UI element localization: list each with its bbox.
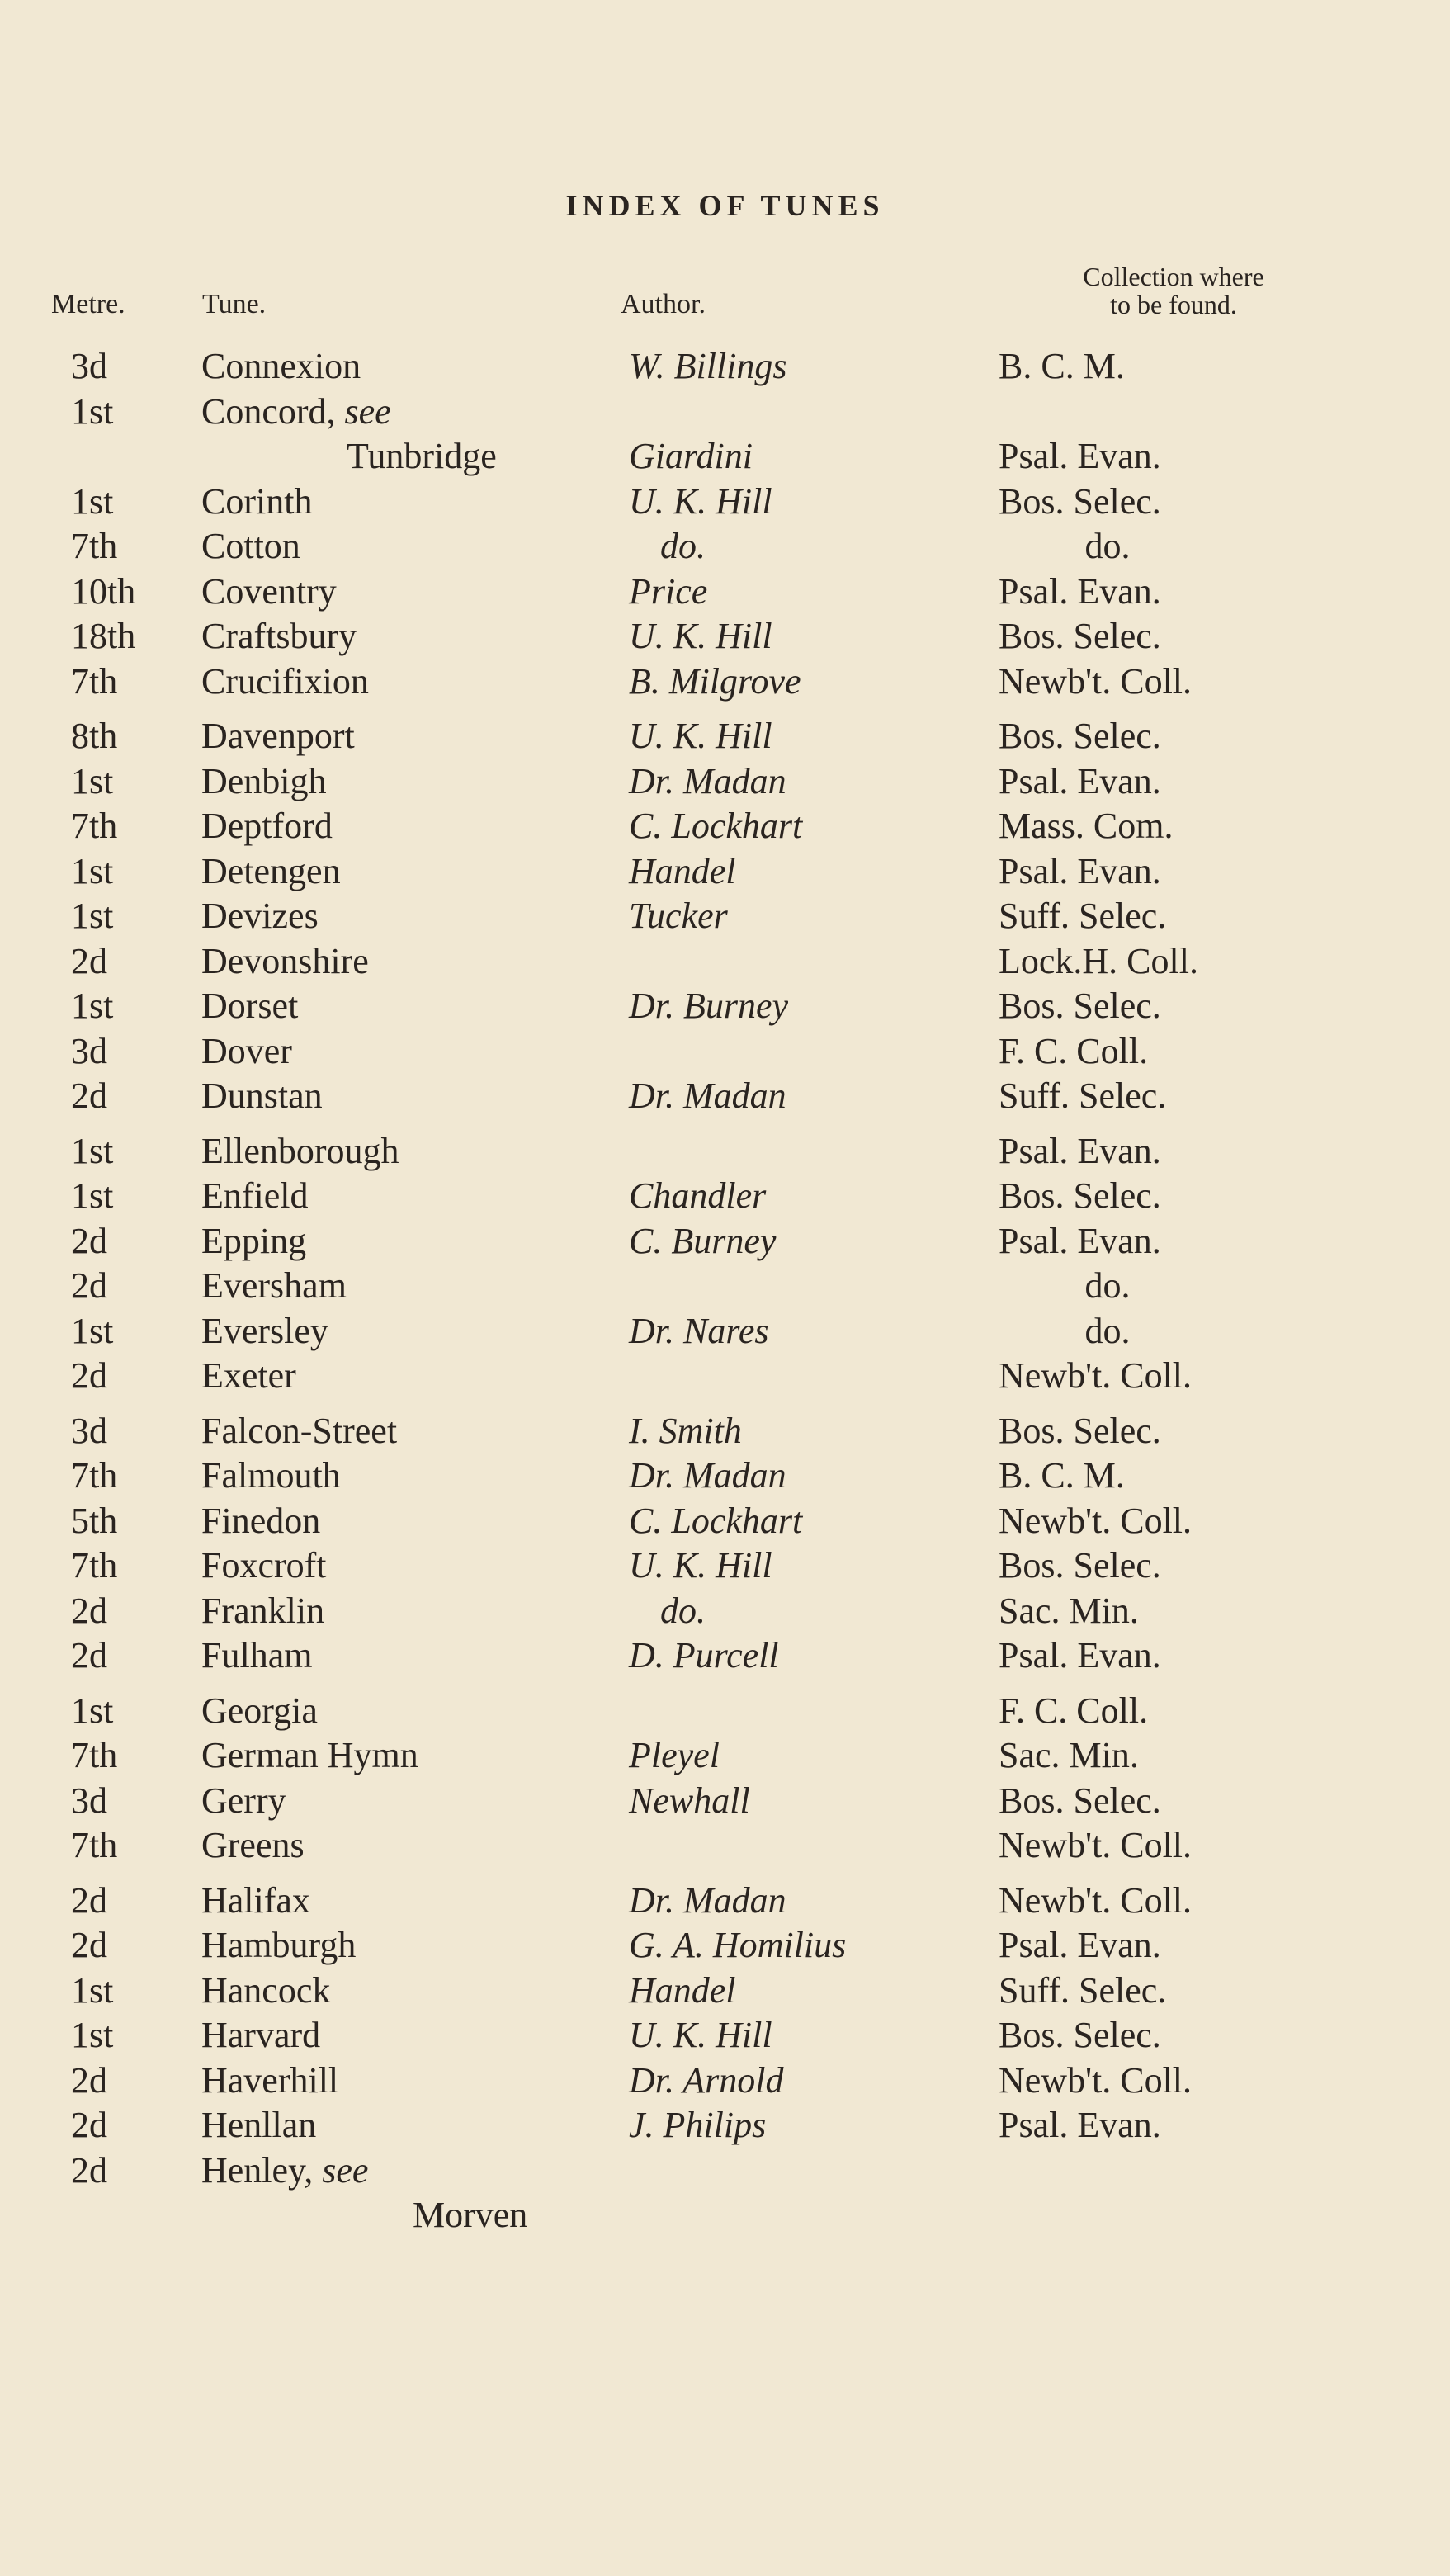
table-row <box>0 1264 1450 1310</box>
collection-cell: Lock.H. Coll. <box>999 940 1198 981</box>
tune-name: Morven <box>413 2195 528 2235</box>
metre-cell: 7th <box>71 526 118 566</box>
table-row <box>0 805 1450 850</box>
metre-cell: 2d <box>71 1635 107 1676</box>
table-row <box>0 760 1450 806</box>
author-cell: Pleyel <box>629 1735 720 1775</box>
collection-cell: Newb't. Coll. <box>999 1500 1193 1541</box>
tune-name: Devonshire <box>201 940 369 981</box>
collection-cell: B. C. M. <box>999 346 1125 386</box>
header-collection-line2: to be found. <box>1110 290 1237 319</box>
tune-name: Davenport <box>201 716 355 756</box>
tune-name: Epping <box>201 1220 307 1261</box>
tune-cell <box>201 2104 316 2146</box>
tune-name: Henllan <box>201 2105 317 2145</box>
metre-cell: 2d <box>71 1590 107 1631</box>
author-cell: C. Lockhart <box>629 806 803 846</box>
table-row <box>0 1130 1450 1175</box>
collection-cell: F. C. Coll. <box>999 1030 1149 1071</box>
tune-name: Denbigh <box>201 760 327 801</box>
collection-cell: Bos. Selec. <box>999 480 1161 522</box>
author-cell: U. K. Hill <box>629 616 772 656</box>
tune-name: Hancock <box>201 1969 331 2011</box>
table-row <box>0 345 1450 390</box>
table-row <box>0 1454 1450 1500</box>
header-metre: Metre. <box>51 289 125 319</box>
tune-cell <box>201 1879 310 1921</box>
author-cell: Giardini <box>629 436 753 476</box>
section-gap <box>0 1120 1450 1130</box>
header-collection-line1: Collection where <box>1083 262 1264 291</box>
table-row <box>0 1590 1450 1635</box>
tune-cell <box>201 570 337 612</box>
author-cell: U. K. Hill <box>629 716 772 756</box>
table-row <box>0 2014 1450 2059</box>
tune-name: Georgia <box>201 1690 318 1731</box>
collection-cell: Psal. Evan. <box>999 1635 1161 1676</box>
tune-name: Haverhill <box>201 2059 339 2101</box>
tune-cell <box>201 760 327 802</box>
collection-cell: Bos. Selec. <box>999 1780 1161 1821</box>
tune-cell <box>347 435 497 477</box>
table-row <box>0 1410 1450 1455</box>
tune-name: German Hymn <box>201 1735 418 1775</box>
table-row <box>0 895 1450 940</box>
metre-cell: 1st <box>71 760 114 801</box>
tune-name: Eversley <box>201 1310 328 1351</box>
tune-cell <box>413 2194 527 2236</box>
tune-name: Connexion <box>201 346 361 386</box>
tune-name: Falcon-Street <box>201 1410 398 1451</box>
tune-name: Coventry <box>201 570 337 612</box>
table-row <box>0 715 1450 760</box>
tune-cell <box>201 390 391 432</box>
metre-cell: 10th <box>71 570 136 612</box>
page-title: INDEX OF TUNES <box>565 189 885 222</box>
tune-name: Foxcroft <box>201 1545 327 1586</box>
author-cell: C. Lockhart <box>629 1500 803 1541</box>
tune-cell <box>201 1454 341 1496</box>
collection-cell: Newb't. Coll. <box>999 1879 1193 1921</box>
header-author: Author. <box>621 289 706 319</box>
collection-cell: Suff. Selec. <box>999 1969 1167 2011</box>
tune-name: Tunbridge <box>347 436 497 476</box>
author-cell: U. K. Hill <box>629 1545 772 1586</box>
metre-cell: 2d <box>71 2149 107 2191</box>
section-gap <box>0 1680 1450 1690</box>
tune-name: Finedon <box>201 1500 321 1541</box>
tune-name: Dunstan <box>201 1075 323 1116</box>
metre-cell: 1st <box>71 896 114 936</box>
author-cell: Dr. Burney <box>629 985 789 1026</box>
tune-cell <box>201 1500 320 1542</box>
author-cell: Dr. Madan <box>629 1879 786 1921</box>
author-cell: Chandler <box>629 1175 767 1216</box>
collection-cell: Psal. Evan. <box>999 850 1161 891</box>
tune-name: Crucifixion <box>201 660 369 702</box>
table-row <box>0 1075 1450 1120</box>
tune-name: Fulham <box>201 1635 313 1676</box>
metre-cell: 2d <box>71 1925 107 1965</box>
table-row <box>0 1780 1450 1825</box>
metre-cell: 2d <box>71 1355 107 1396</box>
author-cell: U. K. Hill <box>629 2015 772 2055</box>
tune-cell <box>201 985 298 1027</box>
author-cell: B. Milgrove <box>629 660 801 702</box>
metre-cell: 7th <box>71 1735 118 1775</box>
table-row <box>0 1354 1450 1400</box>
metre-cell: 1st <box>71 390 114 432</box>
tune-cell <box>201 1264 347 1307</box>
table-row <box>0 850 1450 896</box>
metre-cell: 2d <box>71 1265 107 1306</box>
table-row <box>0 985 1450 1030</box>
collection-cell: Newb't. Coll. <box>999 660 1193 702</box>
author-cell: C. Burney <box>629 1220 777 1261</box>
tune-name: Dorset <box>201 985 299 1026</box>
header-tune: Tune. <box>202 289 267 319</box>
metre-cell: 1st <box>71 850 114 891</box>
tune-cell <box>201 1410 397 1452</box>
tune-index-table <box>0 345 1450 2239</box>
tune-name: Greens <box>201 1825 305 1865</box>
tune-name: Deptford <box>201 806 333 846</box>
tune-cell <box>201 850 341 892</box>
tune-name: Halifax <box>201 1879 310 1921</box>
tune-cell <box>201 940 369 982</box>
table-row <box>0 390 1450 436</box>
collection-cell: Bos. Selec. <box>999 1545 1161 1586</box>
collection-cell: Psal. Evan. <box>999 1925 1161 1965</box>
table-row <box>0 1310 1450 1355</box>
collection-cell: Bos. Selec. <box>999 1410 1161 1451</box>
author-cell: J. Philips <box>629 2105 767 2145</box>
collection-cell: Sac. Min. <box>999 1590 1139 1631</box>
tune-cell <box>201 1175 309 1217</box>
metre-cell: 7th <box>71 660 118 702</box>
tune-name: Falmouth <box>201 1455 341 1496</box>
collection-cell: Psal. Evan. <box>999 1130 1161 1171</box>
table-row <box>0 1690 1450 1735</box>
metre-cell: 5th <box>71 1500 118 1541</box>
author-cell: Dr. Arnold <box>629 2059 784 2101</box>
metre-cell: 1st <box>71 1690 114 1731</box>
metre-cell: 2d <box>71 1220 107 1261</box>
collection-cell: Newb't. Coll. <box>999 2059 1193 2101</box>
tune-cell <box>201 660 369 702</box>
author-cell: Tucker <box>629 896 728 936</box>
author-cell: do. <box>660 526 706 566</box>
tune-cell <box>201 1924 356 1966</box>
table-row <box>0 2059 1450 2105</box>
tune-name: Eversham <box>201 1265 347 1306</box>
table-row <box>0 1634 1450 1680</box>
table-row <box>0 480 1450 526</box>
collection-cell: do. <box>1084 1310 1131 1351</box>
author-cell: G. A. Homilius <box>629 1925 847 1965</box>
collection-cell: Newb't. Coll. <box>999 1355 1193 1396</box>
tune-name: Gerry <box>201 1780 286 1821</box>
tune-cell <box>201 2149 368 2191</box>
section-gap <box>0 705 1450 715</box>
metre-cell: 7th <box>71 806 118 846</box>
table-row <box>0 660 1450 706</box>
tune-cell <box>201 805 333 847</box>
metre-cell: 1st <box>71 1310 114 1351</box>
tune-cell <box>201 1354 296 1397</box>
tune-cell <box>201 1544 327 1586</box>
collection-cell: Suff. Selec. <box>999 1075 1167 1116</box>
tune-cell <box>201 715 355 757</box>
author-cell: W. Billings <box>629 346 787 386</box>
table-row <box>0 2149 1450 2195</box>
metre-cell: 2d <box>71 940 107 981</box>
tune-cell <box>201 895 319 937</box>
tune-name: Detengen <box>201 850 341 891</box>
table-row <box>0 525 1450 570</box>
metre-cell: 3d <box>71 1780 107 1821</box>
collection-cell: Bos. Selec. <box>999 2015 1161 2055</box>
metre-cell: 1st <box>71 1969 114 2011</box>
metre-cell: 7th <box>71 1455 118 1496</box>
metre-cell: 3d <box>71 1410 107 1451</box>
author-cell: Dr. Madan <box>629 1455 786 1496</box>
metre-cell: 2d <box>71 2105 107 2145</box>
collection-cell: Bos. Selec. <box>999 985 1161 1026</box>
collection-cell: Psal. Evan. <box>999 570 1161 612</box>
author-cell: Dr. Madan <box>629 760 786 801</box>
collection-cell: Bos. Selec. <box>999 1175 1161 1216</box>
metre-cell: 2d <box>71 2059 107 2101</box>
tune-cell <box>201 615 357 657</box>
metre-cell: 2d <box>71 1879 107 1921</box>
tune-name: Craftsbury <box>201 616 357 656</box>
table-row <box>0 1924 1450 1969</box>
metre-cell: 7th <box>71 1825 118 1865</box>
tune-name: Dover <box>201 1030 292 1071</box>
tune-name: Devizes <box>201 896 319 936</box>
tune-cell <box>201 480 312 522</box>
tune-cell <box>201 1030 292 1072</box>
tune-cell <box>201 2014 320 2056</box>
table-row <box>0 1030 1450 1075</box>
collection-cell: F. C. Coll. <box>999 1690 1149 1731</box>
author-cell: Handel <box>629 1969 736 2011</box>
author-cell: Dr. Madan <box>629 1075 786 1116</box>
header-collection <box>1000 262 1347 319</box>
author-cell: U. K. Hill <box>629 480 772 522</box>
table-row <box>0 2104 1450 2149</box>
collection-cell: do. <box>1084 526 1131 566</box>
tune-name: Harvard <box>201 2015 321 2055</box>
metre-cell: 1st <box>71 1130 114 1171</box>
collection-cell: do. <box>1084 1265 1131 1306</box>
table-row <box>0 570 1450 616</box>
table-row <box>0 1175 1450 1220</box>
table-row <box>0 615 1450 660</box>
collection-cell: Psal. Evan. <box>999 760 1161 801</box>
tune-cell <box>201 1969 330 2011</box>
tune-name: Henley, <box>201 2149 314 2191</box>
metre-cell: 1st <box>71 2015 114 2055</box>
tune-name: Concord, <box>201 390 336 432</box>
tune-cell <box>201 1734 418 1776</box>
collection-cell: Psal. Evan. <box>999 1220 1161 1261</box>
tune-cell <box>201 1824 305 1866</box>
table-row <box>0 940 1450 985</box>
metre-cell: 3d <box>71 346 107 386</box>
collection-cell: Sac. Min. <box>999 1735 1139 1775</box>
table-row <box>0 1879 1450 1925</box>
author-cell: D. Purcell <box>629 1635 779 1676</box>
author-cell: Newhall <box>629 1780 750 1821</box>
tune-cell <box>201 1690 318 1732</box>
collection-cell: Mass. Com. <box>999 806 1174 846</box>
author-cell: Dr. Nares <box>629 1310 769 1351</box>
collection-cell: Suff. Selec. <box>999 896 1167 936</box>
collection-cell: Bos. Selec. <box>999 716 1161 756</box>
table-row <box>0 1500 1450 1545</box>
tune-name: Corinth <box>201 480 313 522</box>
table-row <box>0 1544 1450 1590</box>
tune-name: Ellenborough <box>201 1130 399 1171</box>
tune-cell <box>201 1634 312 1676</box>
collection-cell: B. C. M. <box>999 1455 1125 1496</box>
tune-name: Enfield <box>201 1175 309 1216</box>
metre-cell: 7th <box>71 1545 118 1586</box>
table-row <box>0 1969 1450 2015</box>
author-cell: Handel <box>629 850 736 891</box>
author-cell: I. Smith <box>629 1410 742 1451</box>
table-row <box>0 1220 1450 1265</box>
metre-cell: 1st <box>71 480 114 522</box>
table-row <box>0 1824 1450 1869</box>
metre-cell: 1st <box>71 1175 114 1216</box>
table-row <box>0 2194 1450 2239</box>
tune-cell <box>201 1590 324 1632</box>
tune-name: Hamburgh <box>201 1925 357 1965</box>
collection-cell: Psal. Evan. <box>999 436 1161 476</box>
metre-cell: 1st <box>71 985 114 1026</box>
metre-cell: 3d <box>71 1030 107 1071</box>
tune-cell <box>201 1075 323 1117</box>
tune-name: Exeter <box>201 1355 296 1396</box>
see-reference: see <box>344 390 391 432</box>
section-gap <box>0 1400 1450 1410</box>
section-gap <box>0 1869 1450 1879</box>
metre-cell: 8th <box>71 716 118 756</box>
metre-cell: 2d <box>71 1075 107 1116</box>
author-cell: Price <box>629 570 708 612</box>
metre-cell: 18th <box>71 616 136 656</box>
tune-name: Franklin <box>201 1590 325 1631</box>
tune-cell <box>201 1310 328 1352</box>
tune-cell <box>201 2059 338 2101</box>
tune-name: Cotton <box>201 526 300 566</box>
table-row <box>0 435 1450 480</box>
table-row <box>0 1734 1450 1780</box>
tune-cell <box>201 1780 286 1822</box>
tune-cell <box>201 345 361 387</box>
collection-cell: Bos. Selec. <box>999 616 1161 656</box>
tune-cell <box>201 525 300 567</box>
author-cell: do. <box>660 1590 706 1631</box>
see-reference: see <box>322 2149 369 2191</box>
collection-cell: Newb't. Coll. <box>999 1825 1193 1865</box>
tune-cell <box>201 1220 306 1262</box>
tune-cell <box>201 1130 399 1172</box>
collection-cell: Psal. Evan. <box>999 2105 1161 2145</box>
